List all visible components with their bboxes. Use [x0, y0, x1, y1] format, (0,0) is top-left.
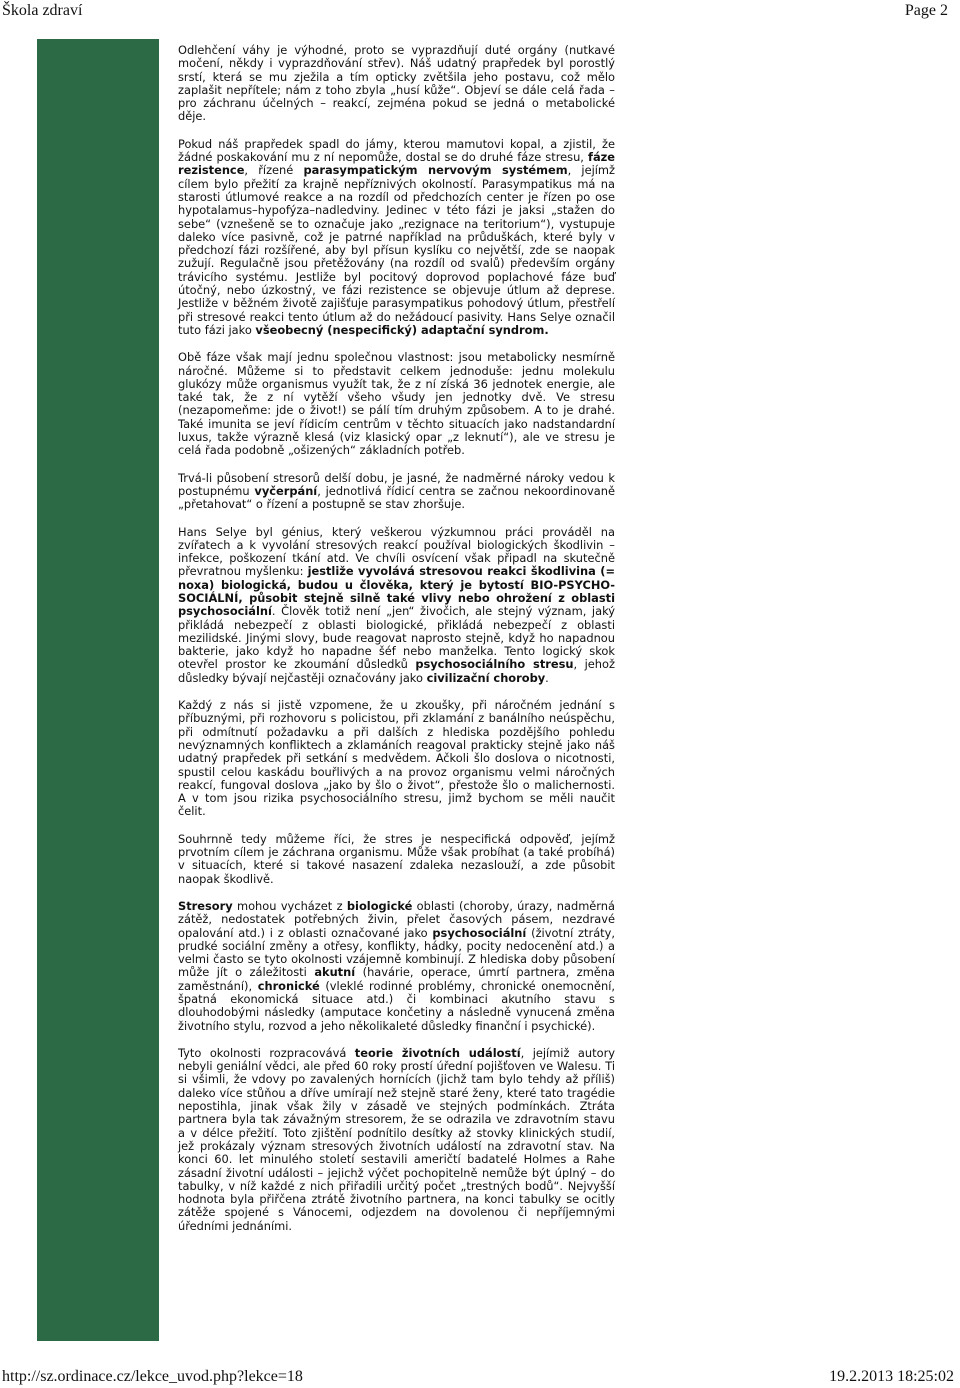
text-run: mohou vycházet z — [232, 898, 347, 913]
article-body — [178, 44, 615, 1247]
text-run: Odlehčení váhy je výhodné, proto se vyprazdňují duté orgány (nutkavé močení, někdy i vyprazdňování střev). Náš udatný prapředek byl porostlý srstí, která se mu zježila a tím opticky zvětšila jeho postavu, což mělo zaplašit nepřítele; nám z toho zbyla „husí kůže“. Objeví se dále celá řada – pro záchranu účelných – reakcí, zejména pokud se jedná o metabolické děje. — [178, 43, 615, 124]
paragraph — [178, 699, 615, 819]
text-run: Tyto okolnosti rozpracovává — [178, 1045, 355, 1060]
text-run: (havárie, operace, úmrtí partnera, změna zaměstnání), — [178, 965, 615, 993]
text-run: , jejímž cílem bylo přežití za krajně nepříznivých okolností. Parasympatikus má na starosti útlumové reakce a na rozdíl od předchozích center je řízen po ose hypotalamus–hypofýza–nadledviny. Jedinec v této fázi je jaksi „stažen do sebe“ (vznešeně se to označuje jako „rezignace na teritorium“), vystupuje daleko více pasivně, což je patrné například na průduškách, které byly v předchozí fázi rozšířené, aby byl přísun kyslíku co největší, zde se naopak zužují. Regulačně jsou přetěžovány (na rozdíl od svalů) především orgány trávicího systému. Jestliže byl pocitový doprovod poplachové fáze buď útočný, nebo úzkostný, ve fázi rezistence se objevuje útlum až deprese. Jestliže v běžném životě zajišťuje parasympatikus pohodový útlum, přestřelí při stresové reakci tento útlum až do nežádoucí pasivity. Hans Selye označil tuto fázi jako — [178, 163, 615, 337]
text-run: , řízené — [244, 163, 304, 178]
page-footer — [0, 1368, 960, 1388]
bold-text: vyčerpání — [254, 483, 318, 498]
text-run: Souhrnně tedy můžeme říci, že stres je nespecifická odpověď, jejímž prvotním cílem je záchrana organismu. Může však probíhat (a také probíhá) v situacích, které si takové nasazení zdaleka nezaslouží, a zde působit naopak škodlivě. — [178, 831, 615, 886]
bold-text: civilizační choroby — [426, 670, 546, 685]
bold-text: všeobecný (nespecifický) adaptační syndrom. — [255, 322, 549, 337]
bold-text: biologické — [346, 898, 413, 913]
bold-text: fáze rezistence — [178, 150, 615, 178]
bold-text: chronické — [257, 978, 320, 993]
page-header — [0, 0, 960, 24]
print-datetime: 19.2.2013 18:25:02 — [829, 1368, 954, 1385]
text-run: (vleklé rodinné problémy, chronické onemocnění, špatná ekonomická situace atd.) či kombinaci akutního stavu s dlouhodobými následky (amputace končetiny a následně vynucená změna životního stylu, rozvod a jeho několikaleté důsledky finanční i psychické). — [178, 978, 616, 1033]
text-run: Pokud náš prapředek spadl do jámy, kterou mamutovi kopal, a zjistil, že žádné poskakování mu z ní nepomůže, dostal se do druhé fáze stresu, — [178, 136, 615, 165]
bold-text: jestliže vyvolává stresovou reakci škodlivina (= noxa) biologická, budou u člověka, který je bytostí BIO-PSYCHO-SOCIÁLNÍ, působit stejně silně také vlivy nebo ohrožení z oblasti psychosociální — [178, 564, 616, 619]
text-run: , jednotlivá řídicí centra se začnou nekoordinovaně „přetahovat“ o řízení a postupně se stav zhoršuje. — [178, 483, 616, 512]
site-title: Škola zdraví — [2, 2, 83, 19]
paragraph — [178, 44, 615, 124]
text-run: , jehož důsledky bývají nejčastěji označovány jako — [178, 657, 615, 685]
sidebar-band — [37, 39, 159, 1341]
page-number: Page 2 — [904, 2, 948, 19]
paragraph — [178, 472, 615, 512]
bold-text: parasympatickým nervovým systémem — [303, 163, 568, 178]
bold-text: teorie životních událostí — [354, 1045, 521, 1060]
text-run: Každý z nás si jistě vzpomene, že u zkoušky, při náročném jednání s příbuznými, při rozhovoru s policistou, při zklamání z banálního neúspěchu, při odmítnutí požadavku a při dalších z hlediska pozdějšího pohledu nevýznamných konfliktech a zklamáních reagoval prakticky stejně jako náš udatný prapředek při setkání s medvědem. Ačkoli šlo doslova o nicotnosti, spustil celou kaskádu bouřlivých a na provoz organismu velmi náročných reakcí, fungoval doslova „jako by šlo o život“, přestože šlo o malichernosti. A v tom jsou rizika psychosociálního stresu, jimž bychom se měli naučit čelit. — [178, 698, 615, 819]
bold-text: Stresory — [178, 898, 233, 913]
paragraph — [178, 526, 615, 686]
text-run: Hans Selye byl génius, který veškerou výzkumnou práci prováděl na zvířatech a k vyvolání stresových reakcí používal biologických škodlivin – infekce, poškození tkání atd. Ve chvíli osvícení však připadl na skutečně převratnou myšlenku: — [178, 524, 615, 579]
paragraph — [178, 351, 615, 457]
paragraph — [178, 833, 615, 886]
text-run: (životní ztráty, prudké sociální změny a otřesy, konflikty, hádky, pocity nedocenění atd.) a velmi často se tyto okolnosti vzájemně kombinují. Z hlediska doby působení může jít o záležitosti — [178, 925, 615, 980]
paragraph — [178, 1047, 615, 1233]
bold-text: psychosociální — [432, 925, 527, 940]
paragraph — [178, 900, 615, 1033]
text-run: , jejímiž autory nebyli geniální vědci, ale před 60 roky prostí úřední pojišťoven ve Walesu. Ti si všimli, že vdovy po zavalených hornících (jichž tam bylo tehdy až příliš) daleko více stůňou a dříve umírají než stejně staré ženy, které tato tragédie nepostihla, jinak však žily v zásadě ve stejných podmínkách. Ztráta partnera byla tak závažným stresorem, že se odrazila ve zdravotním stavu a v délce přežití. Toto zjištění podnítilo desítky až stovky klinických studií, jež prokázaly význam stresových životních událostí na zdravotní stav. Na konci 60. let minulého století sestavili američtí badatelé Holmes a Rahe zásadní životní události – jejichž výčet pochopitelně nemůže být úplný – do tabulky, v níž každé z nich přiřadili určitý počet „trestných bodů“. Nejvyšší hodnota byla přiřčena ztrátě životního partnera, na konci tabulky se ocitly zátěže spojené s Vánocemi, odjezdem na dovolenou či nepříjemnými úředními jednáními. — [178, 1045, 615, 1233]
text-run: . Člověk totiž není „jen“ živočich, ale stejný význam, jaký přikládá nebezpečí z oblasti biologické, přikládá nebezpečí z oblasti mezilidské. Jinými slovy, bude reagovat naprosto stejně, když ho napadnou bakterie, jako když ho napadne šéf nebo manželka. Tento logický skok otevřel prostor ke zkoumání důsledků — [178, 604, 615, 672]
text-run: Trvá-li působení stresorů delší dobu, je jasné, že nadměrné nároky vedou k postupnému — [178, 470, 615, 498]
paragraph — [178, 138, 615, 337]
bold-text: akutní — [314, 965, 356, 980]
page-url: http://sz.ordinace.cz/lekce_uvod.php?lekce=18 — [2, 1368, 303, 1385]
text-run: Obě fáze však mají jednu společnou vlastnost: jsou metabolicky nesmírně náročné. Můžeme si to představit celkem jednoduše: jednu molekulu glukózy může organismus využít tak, že z ní získá 36 jednotek energie, ale také tak, že z ní vytěží všeho všudy jen jednotky dvě. Ve stresu (nezapomeňme: jde o život!) se pálí tím druhým způsobem. A to je drahé. Také imunita se jeví řídicím centrům v těchto situacích jako nadstandardní luxus, takže výrazně klesá (viz klasický opar „z leknutí“), ale ve stresu je celá řada podobně „ošizených“ základních potřeb. — [178, 350, 615, 458]
bold-text: psychosociálního stresu — [415, 657, 574, 672]
text-run: oblasti (choroby, úrazy, nadměrná zátěž, nedostatek potřebných živin, přelet časových pásem, nezdravé opalování atd.) i z oblasti označované jako — [178, 898, 615, 940]
text-run: . — [545, 670, 549, 685]
